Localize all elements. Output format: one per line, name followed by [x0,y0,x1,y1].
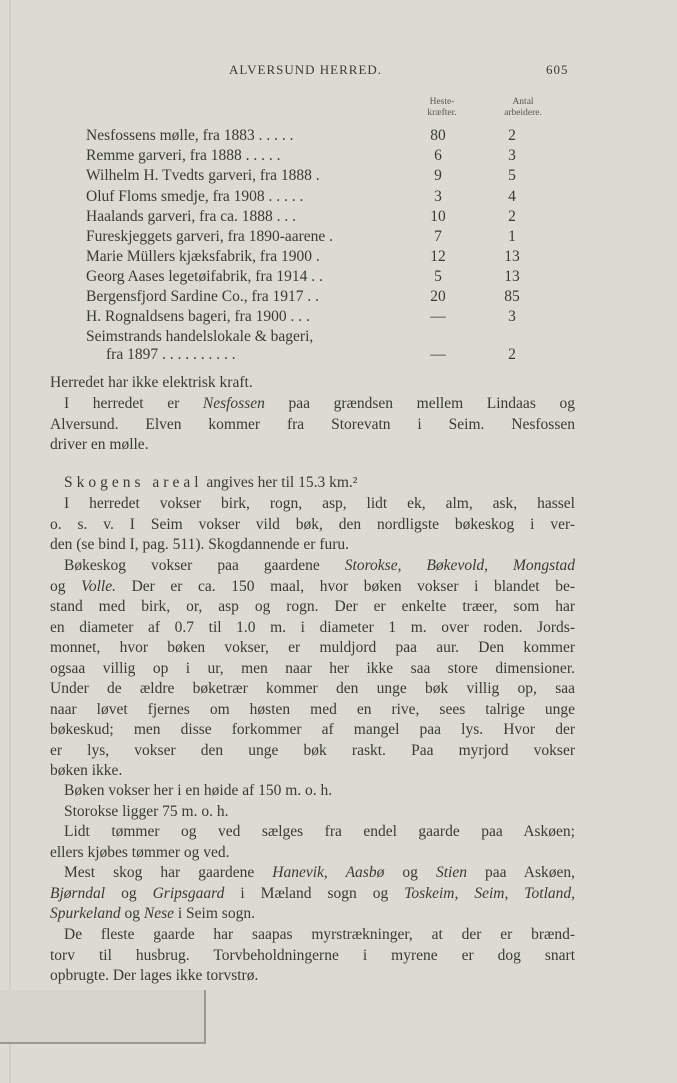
row-horsepower: 7 [434,228,442,245]
row-workers: 13 [504,248,520,265]
table-row [0,188,677,210]
row-horsepower: 6 [434,147,442,164]
table-row [0,268,677,290]
paragraph-nesfossen: I herredet er Nesfossen paa grændsen mellem Lindaas og Alversund. Elven kommer fra Storevatn i Seim. Nesfossen driver en mølle. [50,395,575,453]
row-horsepower: — [430,308,446,325]
row-workers: 5 [508,167,516,184]
row-workers: 3 [508,308,516,325]
paragraph-beech-forest: Bøkeskog vokser paa gaardene Storokse, Bøkevold, Mongstad og Volle. Der er ca. 150 maal, hvor bøken vokser i blandet be- stand med birk, or, asp og rogn. Der er enkelte træer, som har en diameter af 0.7 til 1.0 m. i diameter 1 m. over roden. Jords- monnet, hvor bøken vokser, er muldjord paa aur. Den kommer ogsaa villig op i ur, men naar her ikke saa store dimensioner. Under de ældre bøketrær kommer den unge bøk villig op, saa naar løvet fjernes om høsten med en rive, sees talrige unge bøkeskud; men disse forkommer af mangel paa lys. Hvor der er lys, vokser den unge bøk raskt. Paa myrjord vokser bøken ikke. [50,557,576,779]
column-header-horsepower: Heste- kræfter. [427,97,457,118]
row-workers: 1 [508,228,516,245]
table-row [0,248,677,270]
row-workers: 13 [504,268,520,285]
row-name: Wilhelm H. Tvedts garveri, fra 1888 . [86,167,320,184]
row-name: Remme garveri, fra 1888 . . . . . [86,147,281,164]
row-horsepower: 10 [430,208,446,225]
row-name: Haalands garveri, fra ca. 1888 . . . [86,208,297,225]
row-horsepower: 80 [430,127,446,144]
paragraph-forest-area: Skogens areal angives her til 15.3 km.² [64,474,358,491]
row-name: Nesfossens mølle, fra 1883 . . . . . [86,127,294,144]
paragraph-peat: De fleste gaarde har saapas myrstrækninger, at der er brænd- torv til husbrug. Torvbeholdningerne i myrene er dog snart opbrugte. Der lages ikke torvstrø. [50,926,575,984]
table-row [0,208,677,230]
row-horsepower: 20 [430,288,446,305]
row-horsepower: 9 [434,167,442,184]
row-workers: 2 [508,208,516,225]
row-workers: 2 [508,127,516,144]
column-header-workers: Antal arbeidere. [504,97,542,118]
paragraph-most-forest: Mest skog har gaardene Hanevik, Aasbø og Stien paa Askøen, Bjørndal og Gripsgaard i Mæland sogn og Toskeim, Seim, Totland, Spurkeland og Nese i Seim sogn. [50,864,576,922]
row-name: Oluf Floms smedje, fra 1908 . . . . . [86,188,304,205]
scan-margin-mark [0,990,206,1044]
table-row [0,167,677,189]
row-name: Georg Aases legetøifabrik, fra 1914 . . [86,268,323,285]
row-name: Bergensfjord Sardine Co., fra 1917 . . [86,288,320,305]
paragraph-trees: I herredet vokser birk, rogn, asp, lidt ek, alm, ask, hassel o. s. v. I Seim vokser vild bøk, den nordligste bøkeskog i ver- den (se bind I, pag. 511). Skogdannende er furu. [50,495,575,553]
row-horsepower: 3 [434,188,442,205]
table-row [0,127,677,149]
row-name: Fureskjeggets garveri, fra 1890-aarene . [86,228,334,245]
row-name: Seimstrands handelslokale & bageri, [86,328,314,345]
row-workers: 85 [504,288,520,305]
row-horsepower: — [430,346,446,363]
row-name: Marie Müllers kjæksfabrik, fra 1900 . [86,248,320,265]
row-horsepower: 5 [434,268,442,285]
table-row [0,288,677,310]
table-row [0,147,677,169]
row-name: H. Rognaldsens bageri, fra 1900 . . . [86,308,310,325]
table-row [0,228,677,250]
page-number: 605 [546,62,569,77]
header-title: ALVERSUND HERRED. [229,62,383,77]
paragraph-height: Bøken vokser her i en høide af 150 m. o. h. Storokse ligger 75 m. o. h. [64,782,333,820]
row-horsepower: 12 [430,248,446,265]
table-row [0,346,677,368]
row-workers: 2 [508,346,516,363]
running-header [0,62,677,82]
row-workers: 4 [508,188,516,205]
paragraph-electricity: Herredet har ikke elektrisk kraft. [50,374,253,391]
row-workers: 3 [508,147,516,164]
table-row [0,308,677,330]
paragraph-timber: Lidt tømmer og ved sælges fra endel gaarde paa Askøen; ellers kjøbes tømmer og ved. [50,823,575,861]
row-name: fra 1897 . . . . . . . . . . [106,346,236,363]
